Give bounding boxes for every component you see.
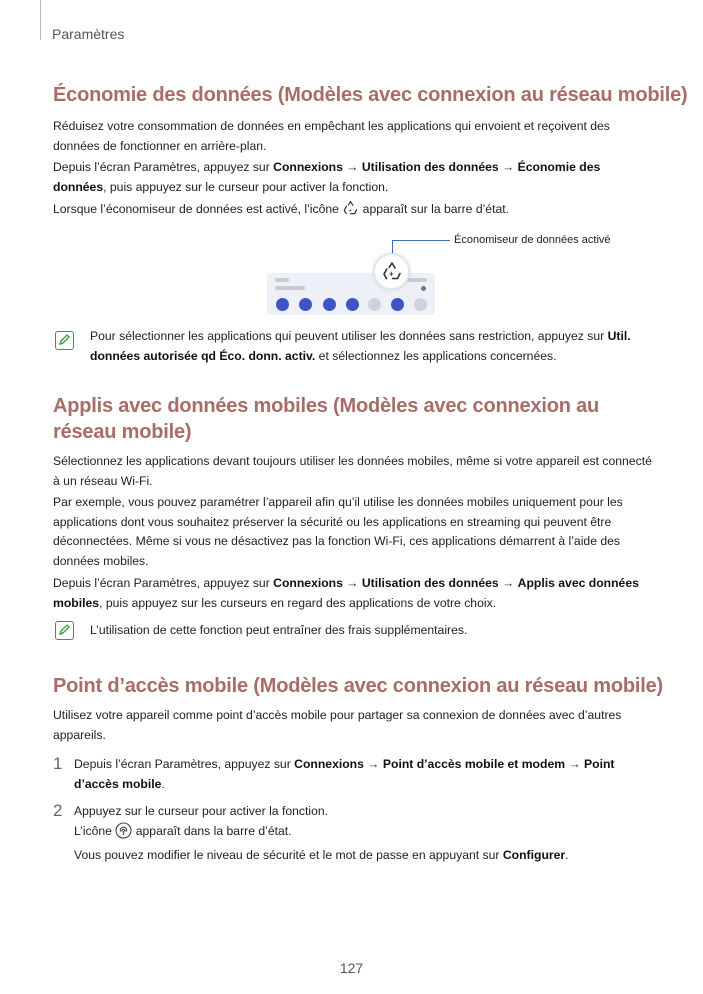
note-text: Pour sélectionner les applications qui peuvent utiliser les données sans restriction, appuyez sur Util. données autorisée qd Éco. donn. activ. et sélectionnez les applications concernées. (90, 329, 631, 363)
paragraph: Utilisez votre appareil comme point d’accès mobile pour partager sa connexion de données avec d’autres appareils. (53, 708, 622, 742)
svg-text:+: + (389, 269, 394, 279)
page-number: 127 (339, 960, 364, 976)
step-number: 1 (53, 754, 63, 773)
rotation-quick-icon (346, 298, 359, 311)
callout-label: Économiseur de données activé (454, 234, 611, 246)
hotspot-icon (115, 822, 132, 846)
status-icons-blur (407, 278, 427, 282)
status-text-blur (275, 286, 305, 290)
bluetooth-quick-icon (323, 298, 336, 311)
step-number: 2 (53, 801, 63, 820)
section-title-data-saver: Économie des données (Modèles avec connexion au réseau mobile) (53, 84, 688, 106)
note-icon (55, 331, 74, 350)
section-title-mobile-data-apps: Applis avec données mobiles (Modèles avec connexion au réseau mobile) (53, 395, 600, 443)
quick-panel-figure (267, 273, 435, 315)
data-saver-quick-icon (391, 298, 404, 311)
data-saver-icon (342, 200, 359, 224)
flashlight-quick-icon (368, 298, 381, 311)
step-text: Depuis l’écran Paramètres, appuyez sur Connexions → Point d’accès mobile et modem → Point d’accès mobile. (74, 757, 615, 791)
svg-text:+: + (348, 207, 353, 215)
airplane-quick-icon (414, 298, 427, 311)
header-rule (40, 0, 41, 40)
step-text: Vous pouvez modifier le niveau de sécurité et le mot de passe en appuyant sur Configurer. (74, 848, 569, 862)
step-text: Appuyez sur le curseur pour activer la fonction. (74, 804, 329, 818)
step-text: L’icône apparaît dans la barre d’état. (74, 822, 659, 846)
note-text: L’utilisation de cette fonction peut entraîner des frais supplémentaires. (90, 623, 468, 637)
paragraph: Depuis l’écran Paramètres, appuyez sur Connexions → Utilisation des données → Applis avec données mobiles, puis appuyez sur les curseurs en regard des applications de votre choix. (53, 576, 639, 610)
section-title-mobile-hotspot: Point d’accès mobile (Modèles avec connexion au réseau mobile) (53, 675, 664, 697)
data-saver-zoom-icon (373, 253, 410, 290)
wifi-quick-icon (276, 298, 289, 311)
status-text-blur (275, 278, 289, 282)
paragraph: Par exemple, vous pouvez paramétrer l’appareil afin qu’il utilise les données mobiles uniquement pour les applications dont vous souhaitez préserver la sécurité ou les applications en streaming qui peuvent être déconnectées. Même si vous ne désactivez pas la fonction Wi-Fi, ces applications démarrent à l’aide des données mobiles. (53, 495, 623, 568)
sound-quick-icon (299, 298, 312, 311)
paragraph: Réduisez votre consommation de données en empêchant les applications qui envoient et reçoivent des données de fonctionner en arrière-plan. (53, 119, 610, 153)
running-header: Paramètres (52, 26, 125, 42)
paragraph: Lorsque l’économiseur de données est activé, l’icône + apparaît sur la barre d’état. (53, 200, 653, 224)
paragraph: Sélectionnez les applications devant toujours utiliser les données mobiles, même si votre appareil est connecté à un réseau Wi-Fi. (53, 454, 652, 488)
settings-gear-icon (421, 286, 426, 291)
paragraph: Depuis l’écran Paramètres, appuyez sur Connexions → Utilisation des données → Économie des données, puis appuyez sur le curseur pour activer la fonction. (53, 160, 601, 194)
callout-line (392, 240, 450, 241)
note-icon (55, 621, 74, 640)
